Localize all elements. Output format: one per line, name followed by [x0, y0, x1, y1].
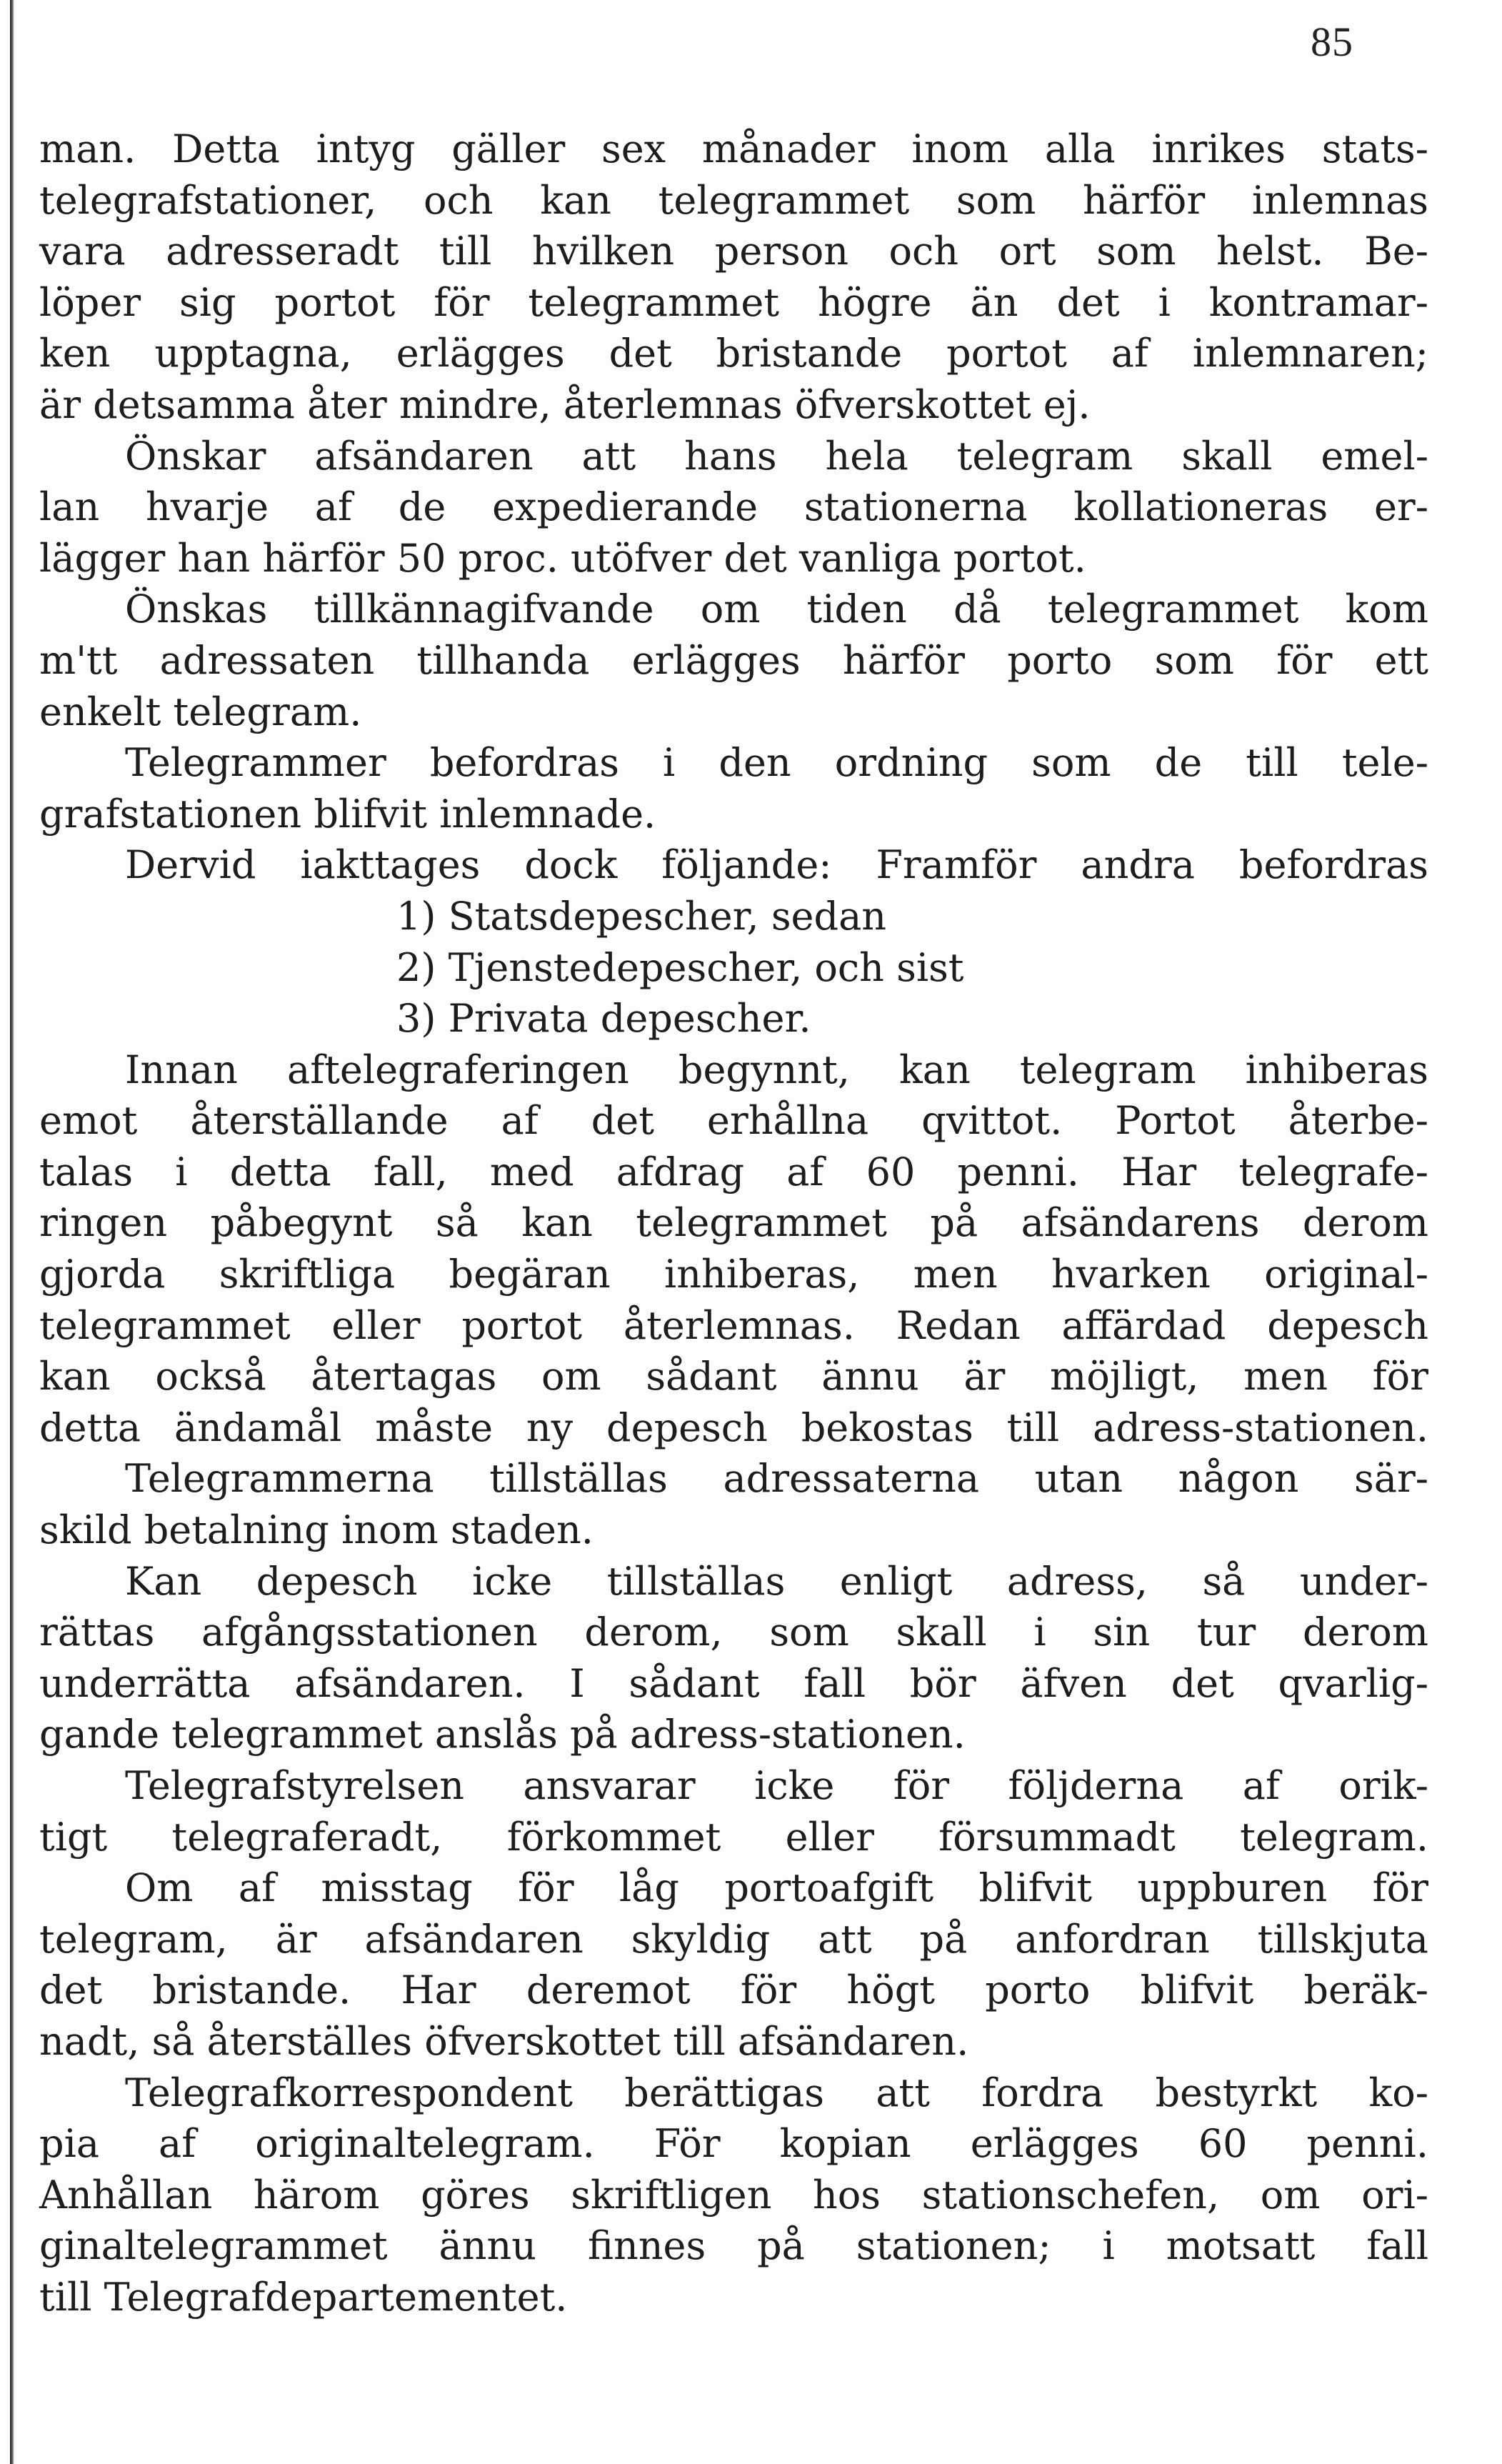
text-line: Telegrammerna tillställas adressaterna utan någon sär- — [125, 1456, 1428, 1502]
text-line: till Telegrafdepartementet. — [39, 2274, 568, 2320]
text-line: grafstationen blifvit inlemnade. — [39, 791, 656, 837]
text-line: Innan aftelegraferingen begynnt, kan telegram inhiberas — [125, 1047, 1428, 1092]
page-edge — [10, 0, 14, 2464]
text-line: är detsamma åter mindre, återlemnas öfverskottet ej. — [39, 381, 1091, 427]
text-line: m'tt adressaten tillhanda erlägges härför porto som för ett — [39, 637, 1428, 683]
text-line: ginaltelegrammet ännu finnes på stationen; i motsatt fall — [39, 2223, 1428, 2269]
text-line: Önskas tillkännagifvande om tiden då telegrammet kom — [125, 587, 1428, 632]
body-text — [39, 124, 1428, 2323]
text-line: Telegrammer befordras i den ordning som de till tele- — [125, 740, 1428, 786]
text-line: pia af originaltelegram. För kopian erlägges 60 penni. — [39, 2121, 1428, 2167]
text-line: löper sig portot för telegrammet högre än det i kontramar- — [39, 279, 1428, 325]
text-line: gjorda skriftliga begäran inhiberas, men hvarken original- — [39, 1252, 1428, 1297]
text-line: Telegrafstyrelsen ansvarar icke för följderna af orik- — [125, 1763, 1428, 1808]
page-number: 85 — [1311, 19, 1353, 65]
text-line: detta ändamål måste ny depesch bekostas till adress-stationen. — [39, 1405, 1428, 1450]
list-item: 1) Statsdepescher, sedan — [396, 893, 887, 939]
text-line: Telegrafkorrespondent berättigas att fordra bestyrkt ko- — [125, 2070, 1428, 2115]
text-line: telegrammet eller portot återlemnas. Redan affärdad depesch — [39, 1302, 1428, 1348]
text-line: vara adresseradt till hvilken person och ort som helst. Be- — [39, 229, 1428, 274]
text-line: Dervid iakttages dock följande: Framför andra befordras — [125, 842, 1428, 888]
text-line: Önskar afsändaren att hans hela telegram skall emel- — [125, 433, 1428, 479]
text-line: talas i detta fall, med afdrag af 60 penni. Har telegrafe- — [39, 1149, 1428, 1194]
text-line: nadt, så återställes öfverskottet till afsändaren. — [39, 2018, 969, 2064]
text-line: skild betalning inom staden. — [39, 1507, 594, 1553]
text-line: underrätta afsändaren. I sådant fall bör äfven det qvarlig- — [39, 1660, 1428, 1706]
text-line: man. Detta intyg gäller sex månader inom alla inrikes stats- — [39, 126, 1428, 171]
text-line: gande telegrammet anslås på adress-stationen. — [39, 1712, 966, 1757]
text-line: lan hvarje af de expedierande stationerna kollationeras er- — [39, 484, 1428, 530]
text-line: rättas afgångsstationen derom, som skall i sin tur derom — [39, 1610, 1428, 1655]
text-line: det bristande. Har deremot för högt porto blifvit beräk- — [39, 1967, 1428, 2013]
text-line: telegram, är afsändaren skyldig att på anfordran tillskjuta — [39, 1916, 1428, 1962]
text-line: Kan depesch icke tillställas enligt adress, så under- — [125, 1558, 1428, 1604]
text-line: emot återställande af det erhållna qvittot. Portot återbe- — [39, 1098, 1428, 1144]
text-line: ken upptagna, erlägges det bristande portot af inlemnaren; — [39, 331, 1428, 376]
text-line: telegrafstationer, och kan telegrammet som härför inlemnas — [39, 177, 1428, 223]
text-line: tigt telegraferadt, förkommet eller försummadt telegram. — [39, 1814, 1428, 1860]
text-line: Om af misstag för låg portoafgift blifvit uppburen för — [125, 1865, 1428, 1911]
text-line: Anhållan härom göres skriftligen hos stationschefen, om ori- — [39, 2172, 1428, 2218]
text-line: ringen påbegynt så kan telegrammet på afsändarens derom — [39, 1200, 1428, 1246]
list-item: 2) Tjenstedepescher, och sist — [396, 944, 964, 990]
list-item: 3) Privata depescher. — [396, 996, 811, 1042]
text-line: kan också återtagas om sådant ännu är möjligt, men för — [39, 1354, 1428, 1400]
text-line: enkelt telegram. — [39, 689, 362, 734]
text-line: lägger han härför 50 proc. utöfver det vanliga portot. — [39, 535, 1086, 581]
